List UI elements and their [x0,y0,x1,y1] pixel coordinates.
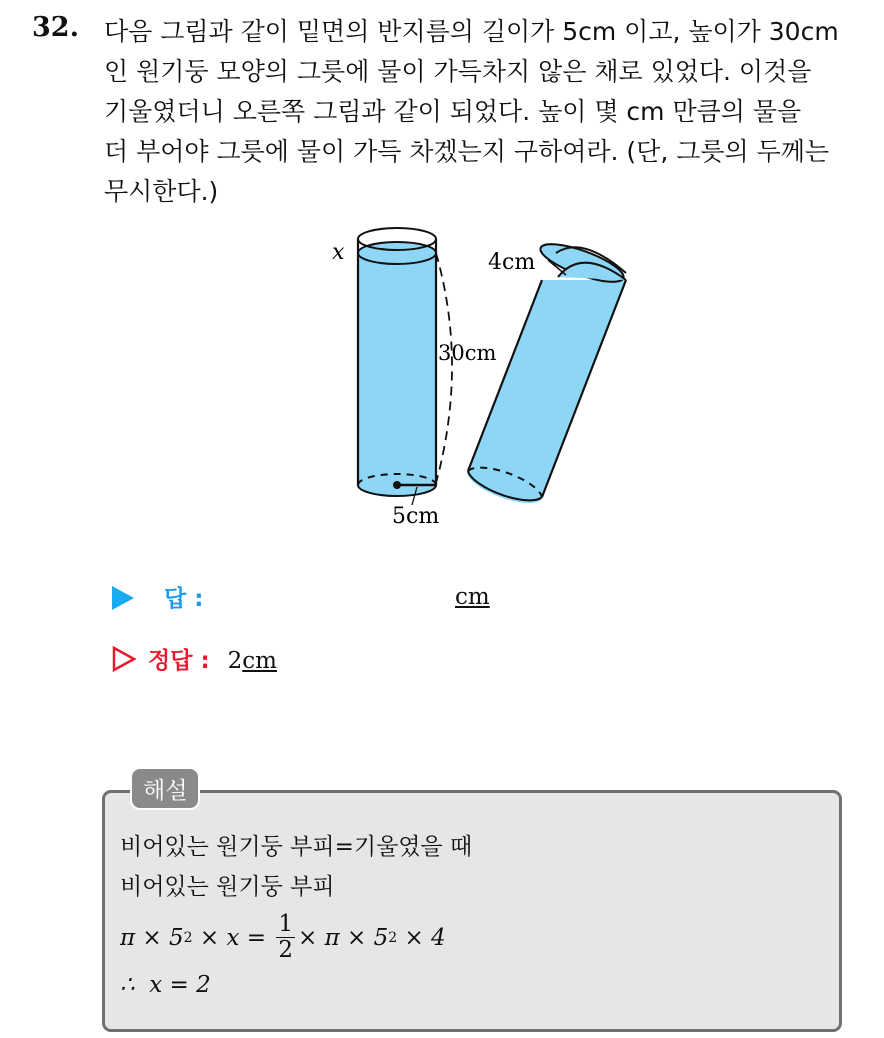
question-line: 인 원기둥 모양의 그릇에 물이 가득차지 않은 채로 있었다. 이것을 [104,57,812,86]
answer-row [112,580,203,613]
eq-mid: × x = [192,924,274,951]
label-tilt: 4cm [488,250,536,275]
fraction-denominator: 2 [278,937,293,963]
eq-end: × 4 [397,924,446,951]
explanation-line-1: 비어있는 원기둥 부피=기울였을 때 [120,834,473,860]
correct-answer-row [112,642,277,675]
tilted-cylinder [463,237,628,511]
label-radius: 5cm [392,504,440,529]
label-height: 30cm [438,341,497,365]
question-line: 무시한다.) [104,177,219,206]
explanation-conclusion: ∴ x = 2 [120,972,211,998]
answer-label: 답 : [164,586,204,612]
fraction [276,912,295,963]
question-text [104,12,864,212]
outline-triangle-icon [112,646,136,672]
question-line: 더 부어야 그릇에 물이 가득 차겠는지 구하여라. (단, 그릇의 두께는 [104,137,830,166]
eq-exp: 2 [183,929,193,946]
explanation-tab: 해설 [130,767,200,810]
correct-number: 2 [227,648,243,674]
play-triangle-icon [112,586,134,610]
eq-exp2: 2 [388,929,398,946]
question-line: 기울였더니 오른쪽 그림과 같이 되었다. 높이 몇 cm 만큼의 물을 [104,97,802,126]
answer-unit: cm [455,584,490,610]
eq-right: × π × 5 [297,924,389,951]
eq-left: π × 5 [120,924,184,951]
explanation-line-2: 비어있는 원기둥 부피 [120,874,335,900]
explanation-equation [120,912,446,963]
correct-unit: cm [242,648,277,674]
fraction-numerator: 1 [278,911,293,937]
cylinder-figure [320,225,650,535]
upright-cylinder [358,228,452,505]
question-line: 다음 그림과 같이 밑면의 반지름의 길이가 5cm 이고, 높이가 30cm [104,17,839,46]
correct-label: 정답 : [148,648,210,674]
label-x: x [332,240,345,265]
correct-value [228,648,277,674]
question-number: 32. [32,12,79,43]
explanation-box [102,790,842,1032]
